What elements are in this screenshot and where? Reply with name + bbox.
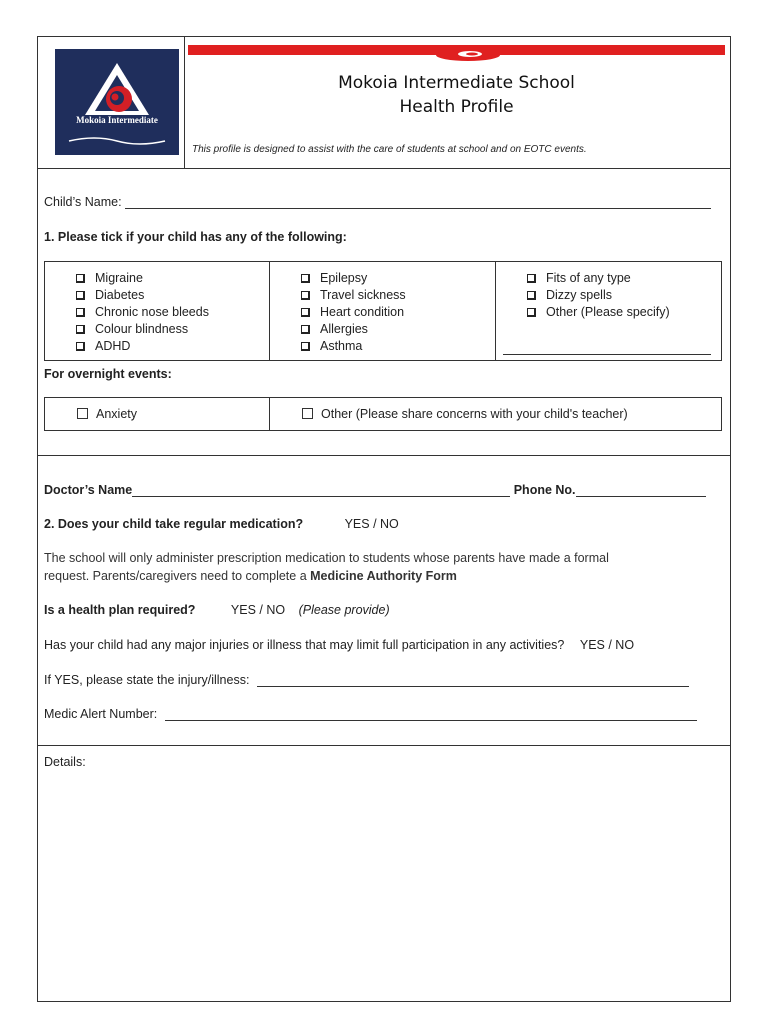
other-specify-field[interactable] [503, 342, 711, 355]
checkbox-icon[interactable] [76, 325, 85, 334]
checkbox-item[interactable]: ADHD [76, 338, 209, 355]
conditions-column-1 [76, 270, 209, 355]
checkbox-icon[interactable] [76, 342, 85, 351]
injury-question-row [44, 638, 634, 652]
injury-answer[interactable]: YES / NO [579, 638, 635, 652]
medic-alert-field[interactable] [165, 708, 697, 721]
phone-label: Phone No. [513, 483, 576, 497]
checkbox-icon[interactable] [76, 274, 85, 283]
details-label: Details: [44, 755, 86, 769]
question-2: 2. Does your child take regular medication? [44, 517, 304, 531]
checkbox-item[interactable]: Asthma [301, 338, 406, 355]
doctor-name-field[interactable] [132, 484, 510, 497]
checkbox-icon[interactable] [301, 342, 310, 351]
title-line-2: Health Profile [399, 97, 514, 117]
checkbox-icon[interactable] [301, 308, 310, 317]
injury-state-row [44, 673, 689, 687]
section-divider [38, 745, 730, 746]
question-1: 1. Please tick if your child has any of the following: [44, 230, 347, 244]
column-divider [269, 262, 270, 360]
checkbox-icon[interactable] [76, 291, 85, 300]
child-name-field[interactable] [125, 196, 711, 209]
checkbox-item[interactable]: Migraine [76, 270, 209, 287]
checkbox-icon[interactable] [527, 308, 536, 317]
question-2-answer[interactable]: YES / NO [344, 517, 399, 531]
checkbox-icon[interactable] [302, 408, 313, 419]
checkbox-icon[interactable] [527, 291, 536, 300]
conditions-checklist [44, 261, 722, 361]
details-area[interactable] [44, 777, 722, 993]
checkbox-item[interactable]: Other (Please specify) [527, 304, 670, 321]
conditions-column-2 [301, 270, 406, 355]
injury-state-field[interactable] [257, 674, 689, 687]
checkbox-item[interactable]: Anxiety [77, 407, 137, 421]
medic-alert-label: Medic Alert Number: [44, 707, 158, 721]
checkbox-icon[interactable] [301, 274, 310, 283]
checkbox-icon[interactable] [76, 308, 85, 317]
phone-field[interactable] [576, 484, 706, 497]
checkbox-item[interactable]: Epilepsy [301, 270, 406, 287]
medicine-authority-form: Medicine Authority Form [310, 569, 457, 583]
checkbox-item[interactable]: Allergies [301, 321, 406, 338]
checkbox-icon[interactable] [301, 291, 310, 300]
checkbox-icon[interactable] [527, 274, 536, 283]
checkbox-item[interactable]: Heart condition [301, 304, 406, 321]
child-name-row [44, 195, 711, 209]
doctor-name-label: Doctor’s Name [44, 483, 133, 497]
question-2-row [44, 517, 399, 531]
checkbox-item[interactable]: Chronic nose bleeds [76, 304, 209, 321]
injury-state-label: If YES, please state the injury/illness: [44, 673, 250, 687]
health-plan-note: (Please provide) [298, 603, 390, 617]
column-divider [495, 262, 496, 360]
title-line-1: Mokoia Intermediate School [338, 73, 575, 93]
school-logo [55, 49, 179, 155]
column-divider [269, 398, 270, 430]
health-profile-form [37, 36, 731, 1002]
medication-note-1: The school will only administer prescription medication to students whose parents have made a formal [44, 551, 609, 565]
overnight-checklist [44, 397, 722, 431]
checkbox-item[interactable]: Travel sickness [301, 287, 406, 304]
checkbox-item[interactable]: Other (Please share concerns with your child's teacher) [302, 407, 628, 421]
checkbox-item[interactable]: Dizzy spells [527, 287, 670, 304]
doctor-row [44, 483, 706, 497]
form-header [38, 37, 730, 169]
health-plan-answer[interactable]: YES / NO [230, 603, 286, 617]
medication-note-2: request. Parents/caregivers need to complete a Medicine Authority Form [44, 569, 457, 583]
logo-text: Mokoia Intermediate [76, 115, 158, 125]
form-subtitle: This profile is designed to assist with the care of students at school and on EOTC events. [192, 144, 587, 155]
injury-question: Has your child had any major injuries or illness that may limit full participation in any activities? [44, 638, 565, 652]
section-divider [38, 455, 730, 456]
health-plan-label: Is a health plan required? [44, 603, 196, 617]
page-title [188, 71, 725, 119]
medic-alert-row [44, 707, 697, 721]
checkbox-item[interactable]: Fits of any type [527, 270, 670, 287]
swirl-icon [428, 49, 508, 63]
conditions-column-3 [527, 270, 670, 321]
checkbox-item[interactable]: Diabetes [76, 287, 209, 304]
health-plan-row [44, 603, 390, 617]
overnight-label: For overnight events: [44, 367, 172, 381]
checkbox-icon[interactable] [77, 408, 88, 419]
logo-box [38, 37, 185, 168]
checkbox-item[interactable]: Colour blindness [76, 321, 209, 338]
child-name-label: Child’s Name: [44, 195, 122, 209]
logo-triangle-icon [55, 49, 179, 155]
checkbox-icon[interactable] [301, 325, 310, 334]
